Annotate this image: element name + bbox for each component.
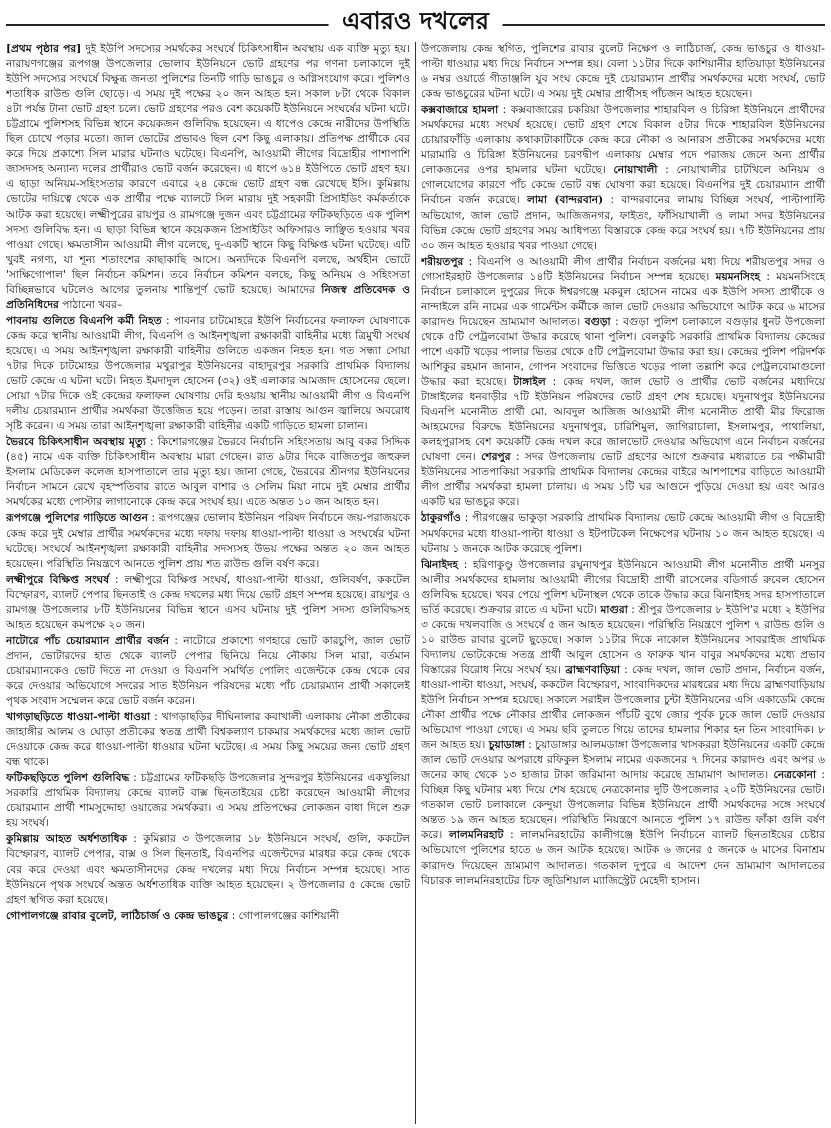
paragraph bbox=[6, 42, 410, 313]
subheading: ঠাকুরগাঁও bbox=[421, 512, 461, 525]
paragraph-text: : চট্টগ্রামের ফটিকছড়ি উপজেলার সুন্দরপুর ইউনিয়নের একখুলিয়া সরকারি প্রাথমিক বিদ্যালয় কেন্দ্রে ব্যালট বাক্স ছিনতাইয়ের চেষ্টা করেছেন আওয়ামী লীগের চেয়ারম্যান প্রার্থী শামসুদ্দোহা ওয়াজের সমর্থকরা। এ সময় প্রতিপক্ষের লোকজন বাধা দিলে শুরু হয় সংঘর্ষ। bbox=[6, 772, 410, 830]
subheading: নাটোরে পাঁচ চেয়ারম্যান প্রার্থীর বর্জন bbox=[6, 634, 170, 647]
paragraph-text: : গোপালগঞ্জের কাশিয়ানী bbox=[228, 909, 340, 922]
paragraph-text: : পীরগঞ্জের ভাকুড়া সরকারি প্রাথমিক বিদ্যালয় ভোট কেন্দ্রে আওয়ামী লীগ ও বিদ্রোহী সমর্থকদের মধ্যে ধাওয়া-পাল্টা ধাওয়া ও ইটপাটকেল নিক্ষেপের ঘটনায় ১০ জন আহত হয়েছে। এ ঘটনায় ১ জনকে আটক করেছে পুলিশ। bbox=[421, 512, 825, 555]
subheading: শেরপুর bbox=[481, 451, 511, 464]
paragraph-text: : চুয়াডাঙ্গার আলমডাঙ্গা উপজেলার খাসকররা ইউনিয়নের একটি কেন্দ্রে জাল ভোট দেওয়ার অপরাধে রফিকুল ইসলাম নামের একজনের ৭ দিনের কারাদণ্ড এবং অপর ৬ জনের কাছ থেকে ১৩ হাজার টাকা জরিমানা আদায় করেছে ভ্রাম্যমাণ আদালত। bbox=[421, 739, 825, 782]
paragraph-text: দুই ইউপি সদস্যের সমর্থকের সংঘর্ষে চিকিৎসাধীন অবস্থায় এক ব্যক্তি মৃত্যু হয়। নারায়ণগঞ্জের রূপগঞ্জ উপজেলার ভোলাব ইউনিয়নে ভোট গ্রহণের পর গণনা চলাকালে দুই ইউপি সদস্যের সংঘর্ষে বিক্ষুব্ধ জনতা পুলিশের তিনটি গাড়ি ভাঙচুর ও অগ্নিসংযোগ করে। পুলিশও শতাধিক রাউন্ড গুলি ছোড়ে। এ সময় দুই পক্ষের ২০ জন আহত হন। সকাল ৮টা থেকে বিকাল ৪টা পর্যন্ত টানা ভোট গ্রহণ চলে। ভোট গ্রহণের পরও বেশ কয়েকটি ইউনিয়নে সংঘর্ষের ঘটনা ঘটে। চট্টগ্রামে পুলিশসহ বিভিন্ন স্থানে কয়েকজন গুলিবিদ্ধ হয়েছেন। এ ধাপেও কেন্দ্রে নারীদের উপস্থিতি ছিল চোখে পড়ার মতো। জাল ভোটের প্রভাবও ছিল বেশ কিছু এলাকায়। প্রতিপক্ষ প্রার্থীকে বের করে দিয়ে প্রকাশ্যে সিল মারার ঘটনাও ঘটেছে। বিএনপি, আওয়ামী লীগের বিদ্রোহীর পাশাপাশি জাসদসহ অন্যান্য দলের প্রার্থীরাও ভোট বর্জন করেছেন। এ ধাপে ৬১৪ ইউপিতে ভোট গ্রহণ হয়। এ ছাড়া অনিয়ম-সহিংসতার কারণে এবারে ২৪ কেন্দ্রে ভোট গ্রহণ বন্ধ রেখেছে ইসি। কুমিল্লায় ভোটের দায়িত্বে থেকে এক প্রার্থীর পক্ষে ব্যালটে সিল মারায় দুই সহকারী প্রিসাইডিং কর্মকর্তাকে আটক করা হয়েছে। লক্ষ্মীপুরের রায়পুর ও রামগঞ্জে দুজন এবং চট্টগ্রামের ফটিকছড়িতে এক পুলিশ সদস্য গুলিবিদ্ধ হন। এ ছাড়া বিভিন্ন স্থানে কয়েকজন প্রিসাইডিং অফিসারও লাঞ্ছিত হওয়ার খবর পাওয়া গেছে। ক্ষমতাসীন আওয়ামী লীগ বলেছে, দু-একটি স্থানে কিছু বিক্ষিপ্ত ঘটনা ঘটেছে। এটি খুবই নগণ্য, যা শূন্য শতাংশের কাছাকাছি আসে। অন্যদিকে বিএনপি বলছে, অর্থহীন ভোটে 'সাক্ষিগোপাল' ছিল নির্বাচন কমিশন। তবে নির্বাচন কমিশন বলছে, কিছু অনিয়ম ও সহিংসতা বিচ্ছিন্নভাবে ঘটলেও আগের তুলনায় শান্তিপূর্ণ ভোট হয়েছে। আমাদের bbox=[6, 43, 410, 296]
paragraph-text: : বান্দরবানের লামায় বিচ্ছিন্ন সংঘর্ষ, পাল্টাপাল্টি অভিযোগ, জাল ভোট প্রদান, আজিজনগর, ফাইতং, ফাঁসিয়াখালী ও লামা সদর ইউনিয়নের বিভিন্ন কেন্দ্রে ভোট গ্রহণের সময় আধিপত্য বিস্তারকে কেন্দ্র করে সংঘর্ষ হয়। ৭টি ইউনিয়নের প্রায় ৩০ জন আহত হওয়ার খবর পাওয়া গেছে। bbox=[421, 194, 825, 252]
paragraph-text: : বিচ্ছিন্ন কিছু ঘটনার মধ্য দিয়ে শেষ হয়েছে নেত্রকোনার দুটি উপজেলার ২০টি ইউনিয়নের ভোট। গতকাল ভোট চলাকালে কেন্দুয়া উপজেলার বিভিন্ন ইউনিয়নে প্রার্থী সমর্থকদের সঙ্গে সংঘর্ষে অন্তত ১৯ জন আহত হয়েছেন। পরিস্থিতি নিয়ন্ত্রণে আনতে পুলিশ ১৭ রাউন্ড ফাঁকা গুলি বর্ষণ করে। bbox=[421, 769, 825, 842]
paragraph bbox=[421, 42, 825, 102]
paragraph bbox=[6, 909, 410, 924]
paragraph-text: : লালমনিরহাটের কালীগঞ্জে ইউপি নির্বাচনে ব্যালট ছিনতাইয়ের চেষ্টার অভিযোগে পুলিশের হাতে ৬ জন আটক হয়েছে। আটক ৬ জনের ৫ জনকে ৬ মাসের বিনাশ্রম কারাদণ্ড দিয়েছেন ভ্রাম্যমাণ আদালত। গতকাল দুপুরে এ আদেশ দেন ভ্রাম্যমাণ আদালতের বিচারক লালমনিরহাটের চিফ জুডিশিয়াল ম্যাজিস্ট্রেট মেহেদী হাসান। bbox=[421, 829, 825, 887]
subheading: লালমনিরহাট bbox=[449, 829, 504, 842]
left-column bbox=[6, 42, 410, 1124]
paragraph-text: : বিএনপি ও আওয়ামী লীগ প্রার্থীর নির্বাচন বর্জনের মধ্য দিয়ে শরীয়তপুর সদর ও গোসাইরহাট উপজেলার ১৪টি ইউনিয়নের নির্বাচন সম্পন্ন হয়েছে। bbox=[421, 255, 825, 283]
paragraph-text: : হরিণাকুণ্ডু উপজেলার রঘুনাথপুর ইউনিয়নে আওয়ামী লীগ মনোনীত প্রার্থী মনসুর আলীর সমর্থকদের হামলায় আওয়ামী লীগের বিদ্রোহী প্রার্থী রাসেলের বডিগার্ড রুবেল হোসেন গুলিবিদ্ধ হয়েছে। খবর পেয়ে পুলিশ ঘটনাস্থল থেকে তাকে উদ্ধার করে ঝিনাইদহ সদর হাসপাতালে ভর্তি করেছে। শুক্রবার রাতে এ ঘটনা ঘটে। bbox=[421, 558, 825, 616]
paragraph-text: : ময়মনসিংহে নির্বাচন চলাকালে দুপুরের দিকে ঈশ্বরগঞ্জে মকবুল হোসেন নামের এক ইউপি সদস্য প্রার্থীকে ও নান্দাইলে রনি নামের এক গার্মেন্টস কর্মীকে জাল ভোট দেওয়ার অভিযোগে আটক করে ৬ মাসের কারাদণ্ড দিয়েছেন ভ্রাম্যমাণ আদালত। bbox=[421, 270, 825, 328]
paragraph bbox=[421, 511, 825, 556]
subheading: শরীয়তপুর bbox=[421, 255, 464, 268]
paragraph-text: পাঠানো খবর– bbox=[58, 298, 123, 311]
subheading: কক্সবাজারে হামলা bbox=[421, 104, 499, 117]
subheading: নিজস্ব প্রতিবেদক ও প্রতিনিধিদের bbox=[6, 283, 410, 311]
subheading: ঝিনাইদহ bbox=[421, 558, 459, 571]
headline-band bbox=[6, 4, 825, 44]
paragraph-text: : কিশোরগঞ্জের ভৈরবে নির্বাচনি সহিংসতায় আবু বকর সিদ্দিক (৪৫) নামে এক ব্যক্তি চিকিৎসাধীন অবস্থায় মারা গেছেন। রাত ৯টার দিকে বাজিতপুর জহুরুল ইসলাম মেডিকেল কলেজ হাসপাতালে তার মৃত্যু হয়। জানা গেছে, ভৈরবের শ্রীনগর ইউনিয়নের নির্বাচন সামনে রেখে বৃহস্পতিবার রাতে আবুল বাশার ও সেলিম মিয়া নামে দুই মেম্বার প্রার্থীর সমর্থকের মধ্যে পোস্টার লাগানোকে কেন্দ্র করে সংঘর্ষ হয়। এতে অন্তত ১০ জন আহত হন। bbox=[6, 436, 410, 509]
paragraph-text: : বগুড়া পুলিশ চলাকালে বগুড়ার ধুনট উপজেলা থেকে ৫টি পেট্রলবোমা উদ্ধার করেছে থানা পুলিশ। বেলকুচি সরকারি প্রাথমিক বিদ্যালয় কেন্দ্রের পাশে একটি খড়ের পালার ভিতর থেকে ৫টি পেট্রলবোমা উদ্ধার করা হয়। কেন্দ্রের পুলিশ পরিদর্শক আশিকুর রহমান জানান, গোপন সংবাদের ভিত্তিতে খড়ের পালা তল্লাশি করে পেট্রলবোমাগুলো উদ্ধার করা হয়েছে। bbox=[421, 315, 825, 389]
paragraph bbox=[6, 435, 410, 510]
paragraph-text: : নাটোরে প্রকাশ্যে গণহারে ভোট কারচুপি, জাল ভোট প্রদান, ভোটারদের হাত থেকে ব্যালট পেপার ছিনিয়ে নিয়ে নৌকায় সিল মারা, বর্তমান চেয়ারম্যানকেও ভোট দিতে না দেওয়া ও বিএনপি সমর্থিত পোলিং এজেন্টকে কেন্দ্র থেকে বের করে দেওয়ার অভিযোগে সদরের সাত ইউনিয়ন পরিষদের মধ্যে পাঁচ চেয়ারম্যান প্রার্থী সকালেই পৃথক সংবাদ সম্মেলন করে ভোট বর্জন করেন। bbox=[6, 634, 410, 708]
subheading: লক্ষ্মীপুরে বিক্ষিপ্ত সংঘর্ষ bbox=[6, 573, 110, 586]
subheading: চুয়াডাঙ্গা bbox=[488, 739, 525, 752]
paragraph bbox=[421, 103, 825, 253]
paragraph bbox=[421, 558, 825, 889]
paragraph-text: : রূপগঞ্জের ভোলাব ইউনিয়ন পরিষদ নির্বাচনে জয়-পরাজয়কে কেন্দ্র করে দুই মেম্বার প্রার্থীর সমর্থকদের মধ্যে দফায় দফায় ধাওয়া-পাল্টা ধাওয়া ও সংঘর্ষের ঘটনা ঘটেছে। সংঘর্ষে আইনশৃঙ্খলা রক্ষাকারী বাহিনীর সদস্যসহ উভয় পক্ষের অন্তত ২০ জন আহত হয়েছেন। পরিস্থিতি নিয়ন্ত্রণে আনতে পুলিশ প্রায় শত রাউন্ড গুলি বর্ষণ করে। bbox=[6, 512, 410, 570]
paragraph-text: : সদর উপজেলায় ভোট গ্রহণের আগে শুক্রবার মধ্যরাতে চর পক্ষীমারী ইউনিয়নের সাতপাকিয়া সরকারি প্রাথমিক বিদ্যালয় কেন্দ্রের বাইরে আশপাশের বাড়িতে আওয়ামী লীগ প্রার্থীর সমর্থকরা হামলা চালায়। এ সময় ১টি ঘর আগুনে পুড়িয়ে দেওয়া হয় এবং আরও একটি ঘর ভাঙচুর করে। bbox=[421, 451, 825, 509]
paragraph bbox=[6, 511, 410, 571]
subheading: নেত্রকোনা bbox=[773, 769, 817, 782]
paragraph bbox=[6, 634, 410, 709]
paragraph bbox=[6, 573, 410, 633]
right-column bbox=[421, 42, 825, 1124]
paragraph-text: : লক্ষ্মীপুরে বিক্ষিপ্ত সংঘর্ষ, ধাওয়া-পাল্টা ধাওয়া, গুলিবর্ষণ, ককটেল বিস্ফোরণ, ব্যালট পেপার ছিনতাই ও কেন্দ্র দখলের মধ্য দিয়ে ভোট গ্রহণ সম্পন্ন হয়েছে। রায়পুর ও রামগঞ্জ উপজেলার ৮টি ইউনিয়নের বিভিন্ন স্থানে এসব ঘটনায় দুই পুলিশ সদস্য গুলিবিদ্ধসহ আহত হয়েছেন কমপক্ষে ২০ জন। bbox=[6, 573, 410, 631]
paragraph-text: : শ্রীপুর উপজেলার ৮ ইউপি'র মধ্যে ২ ইউপির ৩ কেন্দ্রে দখলবাজি ও সংঘর্ষে ৫ জন আহত হয়েছেন। পরিস্থিতি নিয়ন্ত্রণে পুলিশ ৭ রাউন্ড গুলি ও ১০ রাউন্ড রাবার বুলেট ছুড়েছে। সকাল ১১টার দিকে নাকোল ইউনিয়নের সাবরাইজ প্রাথমিক বিদ্যালয় ভোটকেন্দ্রে সতন্ত্র প্রার্থী আবুল হোসেন ও ফারুক খান বাবুর সমর্থকদের মধ্যে প্রভাব বিস্তারের বিরোধ নিয়ে সংঘর্ষ হয়। bbox=[421, 603, 825, 676]
subheading: ভৈরবে চিকিৎসাধীন অবস্থায় মৃত্যু bbox=[6, 436, 146, 449]
subheading: রূপগঞ্জে পুলিশের গাড়িতে আগুন bbox=[6, 512, 148, 525]
headline: এবারও দখলের bbox=[328, 4, 503, 38]
subheading: ফটিকছড়িতে পুলিশ গুলিবিদ্ধ bbox=[6, 772, 130, 785]
paragraph-text: : কেন্দ্র দখল, জাল ভোট প্রদান, নির্বাচন বর্জন, ধাওয়া-পাল্টা ধাওয়া, সংঘর্ষ, ককটেল বিস্ফোরণ, সাংবাদিকদের মারধরের মধ্য দিয়ে ব্রাহ্মণবাড়িয়ায় ইউপি নির্বাচন সম্পন্ন হয়েছে। সকালে সরাইল উপজেলার চুন্টা ইউনিয়নের এসি একাডেমি কেন্দ্রে নৌকা প্রার্থীর পক্ষে নৌকার প্রার্থীর লোকজন পাঁচটি বুথে জোর পূর্বক ঢুকে জাল ভোট দেওয়ার অভিযোগ পাওয়া গেছে। এ সময় ছবি তুলতে গিয়ে তাদের হামলার শিকার হন তিন সাংবাদিক। ৮ জন আহত হয়। bbox=[421, 663, 825, 752]
subheading: পাবনায় গুলিতে বিএনপি কর্মী নিহত bbox=[6, 314, 162, 327]
subheading: টাঙ্গাইল bbox=[513, 376, 546, 389]
paragraph bbox=[6, 832, 410, 907]
paragraph bbox=[6, 771, 410, 831]
subheading: ময়মনসিংহ bbox=[715, 270, 761, 283]
subheading: খাগড়াছড়িতে ধাওয়া-পাল্টা ধাওয়া bbox=[6, 711, 151, 724]
paragraph-text: : কেন্দ্র দখল, জাল ভোট ও প্রার্থীর ভোট বর্জনের মধ্যদিয়ে টাঙ্গাইলের ধনবাড়ীর ৭টি ইউনিয়ন পরিষদের ভোট গ্রহণ শেষ হয়েছে। যদুনাথপুর ইউনিয়নের বিএনপি মনোনীত প্রার্থী মো. আবদুল আজিজ আওয়ামী লীগ মনোনীত প্রার্থী মীর ফিরোজ আহমেদের বিরুদ্ধে ইউনিয়নের যদুনাথপুর, চারিশিমুল, জাগিরাচালা, ইসলামপুর, পাথালিয়া, কলহপুরাসহ বেশ কয়েকটি কেন্দ্র দখল করে জালভোট দেওয়ার অভিযোগ এনে নির্বাচন বর্জনের ঘোষণা দেন। bbox=[421, 376, 825, 464]
paragraph-text: : খাগড়াছড়ির দীঘিনালার কবাখালী এলাকায় নৌকা প্রতীকের জাহাঙ্গীর আলম ও ঘোড়া প্রতীকের স্বতন্ত্র প্রার্থী বিশ্বকল্যাণ চাকমার সমর্থকদের মধ্যে জাল ভোট দেওয়াকে কেন্দ্র করে ধাওয়া-পাল্টা ধাওয়ার ঘটনা ঘটেছে। এ সময় কিছু সময়ের জন্য ভোট গ্রহণ বন্ধ থাকে। bbox=[6, 711, 410, 769]
paragraph bbox=[421, 255, 825, 511]
paragraph-text: : পাবনার চাটমোহরে ইউপি নির্বাচনের ফলাফল ঘোষণাকে কেন্দ্র করে স্থানীয় আওয়ামী লীগ, বিএনপি ও আইনশৃঙ্খলা রক্ষাকারী বাহিনীর মধ্যে ত্রিমুখী সংঘর্ষ হয়েছে। এ সময় আইনশৃঙ্খলা রক্ষাকারী বাহিনীর গুলিতে একজন নিহত হন। গত সন্ধ্যা সোয়া ৭টার দিকে চাটমোহর উপজেলার মথুরাপুর ইউনিয়নের বাহাদুরপুর সরকারি প্রাথমিক বিদ্যালয় ভোট কেন্দ্রে এ ঘটনা ঘটে। নিহত ইমদাদুল হোসেন (৩২) ওই এলাকার আমজাদ হোসেনের ছেলে। সোয়া ৭টার দিকে ওই কেন্দ্রের ফলাফল ঘোষণায় দেরি হওয়ায় স্থানীয় আওয়ামী লীগ ও বিএনপি দলীয় চেয়ারম্যান প্রার্থীর সমর্থকরা উত্তেজিত হয়ে পড়েন। তারা রাস্তায় আগুন জ্বালিয়ে অবরোধ সৃষ্টি করেন। এ সময় তারা আইনশৃঙ্খলা রক্ষাকারী বাহিনীর একটি গাড়িতে হামলা চালান। bbox=[6, 314, 410, 433]
paragraph-text: উপজেলায় কেন্দ্র স্থগিত, পুলিশের রাবার বুলেট নিক্ষেপ ও লাঠিচার্জ, কেন্দ্র ভাঙচুর ও ধাওয়া-পাল্টা ধাওয়ার মধ্য দিয়ে নির্বাচন সম্পন্ন হয়। বেলা ১১টার দিকে কাশিয়ানীর হাতিয়াড়া ইউনিয়নের ৬ নম্বর ওয়ার্ডে গীতাঞ্জলি যুব সংঘ কেন্দ্রে দুই চেয়ারম্যান প্রার্থীর সমর্থকদের মধ্যে সংঘর্ষ, ভোট কেন্দ্র ভাঙচুরের ঘটনা ঘটে। এ সময় দুই মেম্বার প্রার্থীসহ পাঁচজন আহত হয়েছেন। bbox=[421, 43, 825, 101]
paragraph-text: : কুমিল্লার ৩ উপজেলার ১৮ ইউনিয়নে সংঘর্ষ, গুলি, ককটেল বিস্ফোরণ, ব্যালট পেপার, বাক্স ও সিল ছিনতাই, বিএনপির এজেন্টদের মারধর করে কেন্দ্র থেকে বের করে দেওয়া এবং ক্ষমতাসীনদের কেন্দ্র দখলের মধ্য দিয়ে নির্বাচন সম্পন্ন হয়েছে। সাত ইউনিয়নে পৃথক সংঘর্ষে অন্তত অর্ধশতাধিক ব্যক্তি আহত হয়েছেন। ২ উপজেলার ৫ কেন্দ্রে ভোট গ্রহণ স্থগিত করা হয়েছে। bbox=[6, 833, 410, 906]
subheading: বগুড়া bbox=[584, 315, 611, 328]
paragraph bbox=[6, 314, 410, 434]
paragraph-text: : কক্সবাজারের চকরিয়া উপজেলার শাহারবিল ও চিরিঙ্গা ইউনিয়নে প্রার্থীদের সমর্থকদের মধ্যে সংঘর্ষ হয়েছে। ভোট গ্রহণ শেষে বিকাল ৫টার দিকে শাহারবিল ইউনিয়নের চোয়ারফাঁড়ি এলাকায় কথাকাটাকাটিকে কেন্দ্র করে নৌকা ও আনারস প্রতীকের সমর্থকদের মধ্যে মারামারি ও চিরিঙ্গা ইউনিয়নের চরণদ্বীপ এলাকায় মেম্বার পদে পরাজয় জেনে অন্য প্রার্থীর লোকজনের ওপর হামলার ঘটনা ঘটেছে। bbox=[421, 104, 825, 177]
subheading: কুমিল্লায় আহত অর্ধশতাধিক bbox=[6, 833, 127, 846]
subheading: [প্রথম পৃষ্ঠার পর] bbox=[6, 43, 82, 55]
article-body bbox=[6, 42, 825, 1124]
paragraph bbox=[6, 710, 410, 770]
subheading: গোপালগঞ্জে রাবার বুলেট, লাঠিচার্জ ও কেন্দ্র ভাঙচুর bbox=[6, 909, 229, 922]
subheading: লামা (বান্দরবান) bbox=[526, 194, 604, 207]
paragraph-text: : নোয়াখালীর চাটখিলে অনিয়ম ও গোলযোগের কারণে পাঁচ কেন্দ্রে ভোট বন্ধ ঘোষণা করা হয়েছে। বিএনপির দুই চেয়ারম্যান প্রার্থী নির্বাচন বর্জন করেছে। bbox=[421, 164, 825, 207]
subheading: মাগুরা bbox=[600, 603, 628, 616]
subheading: নোয়াখালী bbox=[613, 164, 658, 177]
subheading: ব্রাহ্মণবাড়িয়া bbox=[565, 663, 620, 676]
column-divider bbox=[415, 42, 416, 1124]
